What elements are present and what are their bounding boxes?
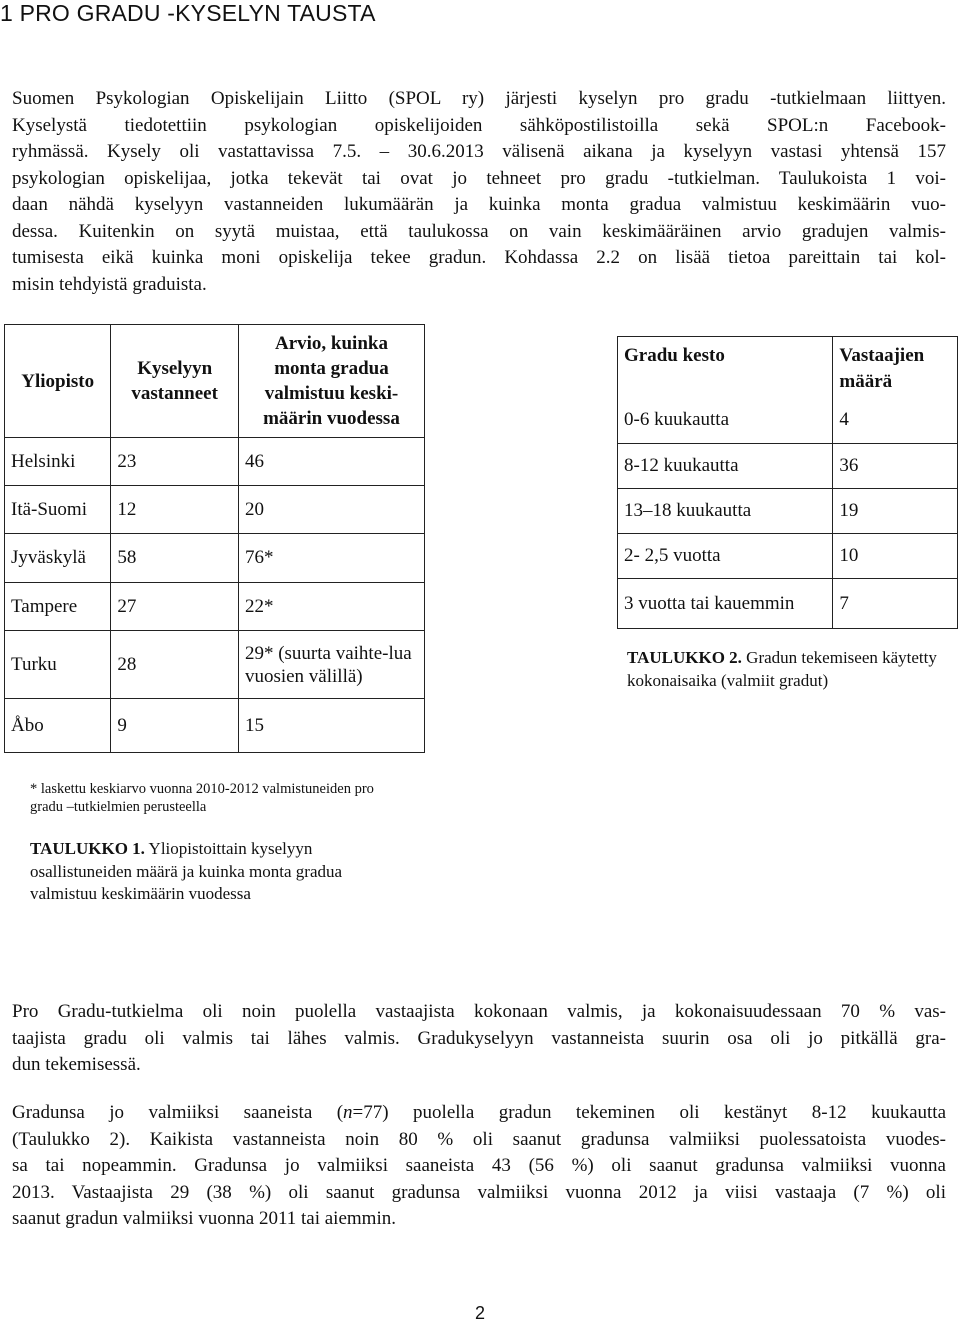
table-row	[5, 699, 425, 753]
table-row	[618, 579, 958, 629]
table-2-thesis-duration	[617, 336, 958, 629]
text-line: misin tehdyistä graduista.	[12, 273, 207, 295]
cell-count: 7	[833, 579, 958, 629]
cell-duration: 2- 2,5 vuotta	[618, 534, 833, 579]
cell-duration: 3 vuotta tai kauemmin	[618, 579, 833, 629]
text-line: psykologian opiskelijaa, jotka tekevät tai ovat jo tehneet pro gradu -tutkielman. Taulukoista 1 voi-	[12, 167, 946, 189]
cell-duration: 13–18 kuukautta	[618, 489, 833, 534]
intro-paragraph	[12, 86, 946, 298]
cell-respondents: 12	[111, 486, 239, 534]
cell-count: 36	[833, 444, 958, 489]
cell-estimate: 20	[238, 486, 424, 534]
table-header-row	[618, 337, 958, 397]
table-row	[618, 534, 958, 579]
cell-respondents: 23	[111, 438, 239, 486]
caption-text: Gradun tekemiseen käytetty kokonaisaika (valmiit gradut)	[627, 648, 937, 690]
text-segment: =77) puolella gradun tekeminen oli kestänyt 8-12 kuukautta	[352, 1102, 946, 1123]
cell-estimate: 46	[238, 438, 424, 486]
table-row	[5, 438, 425, 486]
cell-duration: 8-12 kuukautta	[618, 444, 833, 489]
cell-count: 4	[833, 397, 958, 444]
text-line: saanut gradun valmiiksi vuonna 2011 tai aiemmin.	[12, 1208, 396, 1229]
paragraph-completion	[12, 999, 946, 1079]
header-estimate: Arvio, kuinka monta gradua valmistuu keski-määrin vuodessa	[238, 325, 424, 438]
cell-university: Itä-Suomi	[5, 486, 111, 534]
text-line: Suomen Psykologian Opiskelijain Liitto (SPOL ry) järjesti kyselyn pro gradu -tutkielmaan liittyen.	[12, 88, 946, 109]
cell-count: 10	[833, 534, 958, 579]
section-heading: 1 PRO GRADU -KYSELYN TAUSTA	[0, 0, 376, 26]
cell-university: Jyväskylä	[5, 534, 111, 583]
table-row	[5, 583, 425, 631]
cell-respondents: 58	[111, 534, 239, 583]
table-2-caption	[627, 647, 957, 692]
header-respondents: Kyselyyn vastanneet	[111, 325, 239, 438]
cell-estimate: 76*	[238, 534, 424, 583]
cell-university: Turku	[5, 631, 111, 699]
text-line	[12, 1100, 946, 1127]
cell-university: Tampere	[5, 583, 111, 631]
text-segment: Gradunsa jo valmiiksi saaneista (	[12, 1102, 344, 1123]
caption-label: TAULUKKO 2.	[627, 648, 742, 667]
page-number: 2	[474, 1303, 485, 1323]
caption-text: Yliopistoittain kyselyyn osallistuneiden määrä ja kuinka monta gradua valmistuu keskimäärin vuodessa	[30, 839, 343, 903]
text-line: taajista gradu oli valmis tai lähes valmis. Gradukyselyyn vastanneista suurin osa oli jo pitkällä gra-	[12, 1027, 946, 1049]
table-1-caption	[30, 838, 400, 906]
text-line: (Taulukko 2). Kaikista vastanneista noin 80 % oli saanut gradunsa valmiiksi puolessatoista vuodes-	[12, 1128, 946, 1150]
table-row	[618, 489, 958, 534]
header-count: Vastaajien määrä	[833, 337, 958, 397]
text-line: sa tai nopeammin. Gradunsa jo valmiiksi saaneista 43 (56 %) oli saanut gradunsa valmiiksi vuonna	[12, 1155, 946, 1176]
header-duration: Gradu kesto	[618, 337, 833, 397]
text-line: tumisesta eikä kuinka moni opiskelija tekee gradun. Kohdassa 2.2 on lisää tietoa pareittain tai kol-	[12, 247, 946, 268]
caption-label: TAULUKKO 1.	[30, 839, 145, 858]
cell-duration: 0-6 kuukautta	[618, 397, 833, 444]
table-row	[618, 397, 958, 444]
table-row	[5, 486, 425, 534]
text-line: 2013. Vastaajista 29 (38 %) oli saanut gradunsa valmiiksi vuonna 2012 ja viisi vastaaja (7 %) oli	[12, 1181, 946, 1203]
cell-respondents: 28	[111, 631, 239, 699]
cell-estimate: 22*	[238, 583, 424, 631]
cell-respondents: 27	[111, 583, 239, 631]
table-row	[5, 631, 425, 699]
cell-respondents: 9	[111, 699, 239, 753]
header-university: Yliopisto	[5, 325, 111, 438]
text-line: dun tekemisessä.	[12, 1054, 141, 1075]
table-1-footnote: * laskettu keskiarvo vuonna 2010-2012 valmistuneiden pro gradu –tutkielmien perusteella	[30, 781, 374, 815]
text-line: Pro Gradu-tutkielma oli noin puolella vastaajista kokonaan valmis, ja kokonaisuudessaan 70 % vas-	[12, 1001, 946, 1022]
cell-university: Helsinki	[5, 438, 111, 486]
variable-n: n	[343, 1102, 353, 1123]
paragraph-duration	[12, 1100, 946, 1233]
text-line: Kyselystä tiedotettiin psykologian opiskelijoiden sähköpostilistoilla sekä SPOL:n Facebook-	[12, 114, 946, 136]
text-line: daan nähdä kyselyyn vastanneiden lukumäärän ja kuinka monta gradua valmistuu keskimäärin vuo-	[12, 194, 946, 215]
cell-university: Åbo	[5, 699, 111, 753]
table-1-university-responses	[4, 324, 425, 753]
text-line: dessa. Kuitenkin on syytä muistaa, että taulukossa on vain keskimääräinen arvio gradujen valmis-	[12, 220, 946, 242]
cell-count: 19	[833, 489, 958, 534]
cell-estimate: 29* (suurta vaihte-lua vuosien välillä)	[238, 631, 424, 699]
table-row	[618, 444, 958, 489]
table-row	[5, 534, 425, 583]
table-header-row	[5, 325, 425, 438]
cell-estimate: 15	[238, 699, 424, 753]
text-line: ryhmässä. Kysely oli vastattavissa 7.5. – 30.6.2013 välisenä aikana ja kyselyyn vastasi yhtensä 157	[12, 141, 946, 162]
